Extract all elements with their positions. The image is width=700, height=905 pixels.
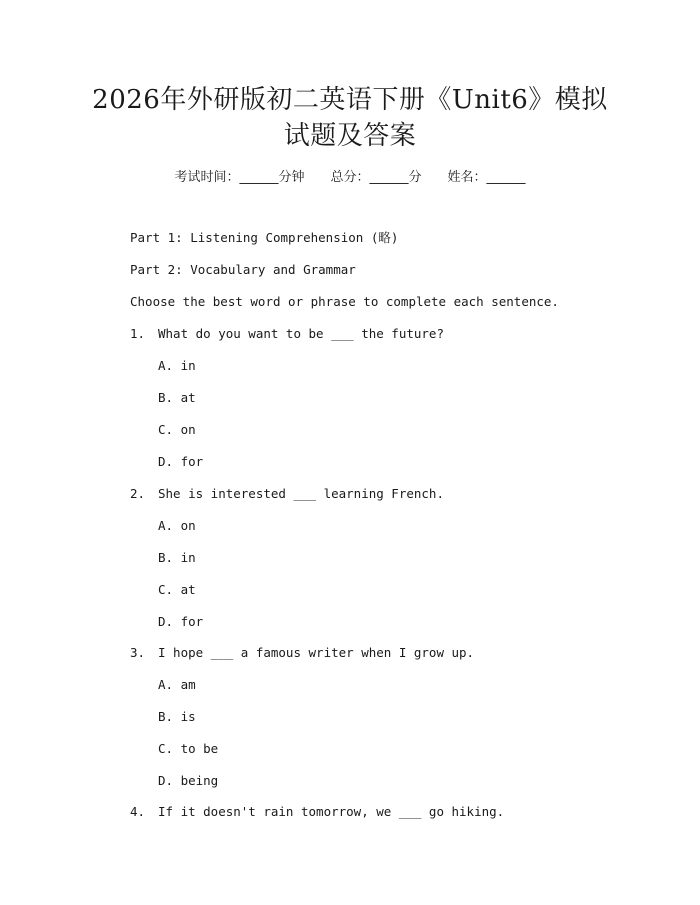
answer-option: A. in — [158, 358, 196, 373]
student-name-field: 姓名：______ — [447, 170, 526, 185]
question-number: 3. — [130, 645, 146, 660]
part2-heading: Part 2: Vocabulary and Grammar — [130, 262, 356, 277]
part1-heading: Part 1: Listening Comprehension (略) — [130, 230, 399, 245]
total-score-field: 总分：______分 — [330, 170, 422, 185]
question-text: She is interested ___ learning French. — [158, 486, 444, 501]
document-title-line1: 2026年外研版初二英语下册《Unit6》模拟 — [92, 85, 608, 115]
answer-option: B. in — [158, 550, 196, 565]
answer-option: C. to be — [158, 741, 219, 756]
question-text: I hope ___ a famous writer when I grow up. — [158, 645, 475, 660]
question-text: If it doesn't rain tomorrow, we ___ go hiking. — [158, 804, 505, 819]
instructions: Choose the best word or phrase to complete each sentence. — [130, 294, 559, 309]
question-number: 2. — [130, 486, 146, 501]
question-number: 4. — [130, 804, 146, 819]
answer-option: A. am — [158, 677, 196, 692]
document-title-line2: 试题及答案 — [283, 121, 417, 151]
answer-option: B. at — [158, 390, 196, 405]
exam-meta — [0, 170, 700, 186]
exam-time-field: 考试时间：______分钟 — [174, 170, 305, 185]
answer-option: C. on — [158, 422, 196, 437]
answer-option: A. on — [158, 518, 196, 533]
answer-option: D. for — [158, 614, 204, 629]
question-number: 1. — [130, 326, 146, 341]
answer-option: D. for — [158, 454, 204, 469]
answer-option: C. at — [158, 582, 196, 597]
answer-option: D. being — [158, 773, 219, 788]
question-text: What do you want to be ___ the future? — [158, 326, 444, 341]
answer-option: B. is — [158, 709, 196, 724]
